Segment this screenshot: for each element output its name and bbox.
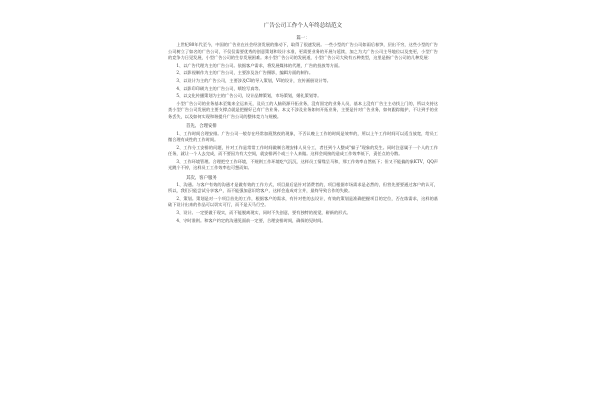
section-heading-arrangement: 首先、合理安排 — [186, 124, 217, 130]
paragraph-type-2: 2、以影视制作为主的广告公司，主要涉及各广告摄影，编辑方面的制作。 — [176, 70, 314, 76]
paragraph-type-1: 1、以广告代理为主的广告公司。依据客户需求，将发展媒体的代理，广告的投放等方面。 — [176, 62, 343, 68]
paragraph-intro: 上世纪80年代至今，中国的广告业在社会经济发展的推动下，取得了很速发展。一些小型的广告公司如雨后春笋，层出不穷，这些小型的广告公司树立了如名的广告公司，不仅仅需要优秀的创意策划和设计水准，更需要业务的开展与延续，加之为大广告公司主导地位以及变更，小型广告的竞争力日见发展，小型广告公司的生存发展困难。来小型广告公司的发展道，小型广告公司大致有五种类型，这里是指广告公司的几种发展： — [168, 42, 438, 61]
paragraph-division-of-labor: 2、工作分工安排的问题，针对工作是常常工作时间做制合理安排人员分工，者任到个人整成"躲子"现象的发生。同时注意属于一个人的工作任务，就让一个人去完成，而不要因为有大空间，就安排两个或三个人来做。这样会间接的造成工作效率低下，责任点的分散。 — [168, 144, 438, 156]
paragraph-punctuality: 4、守时准则。和客户约定的沟通见面前一定要，合理安排时间，确保的见时间。 — [176, 217, 326, 223]
paragraph-design: 3、设计。一定要做于现实，而不能脱离现实，同时不失创意，要有独特的视觉，崭新的形式。 — [176, 210, 351, 215]
section-heading-client-service: 其次、客户服务 — [186, 175, 217, 181]
paragraph-type-4: 4、以影印印刷为主的广告公司，喷绘写真等。 — [176, 85, 263, 91]
paragraph-type-3: 3、以设计为主的广告公司，主要涉及CI的导入策划，VI的设计，宣传画册设计等。 — [176, 78, 331, 83]
section-heading-part1: 篇一： — [296, 36, 310, 41]
paragraph-work-time: 1、工作时间合理安排。广告公司一般存在经常加班熬夜的现象，不否认晚上工作的时间是效率的，所以上午工作时间可以适当放宽，给员工微合理有成性的工作时间。 — [168, 130, 438, 142]
document-page — [168, 22, 438, 398]
paragraph-communication: 1、沟通。与客户有效的沟通才是做有效的工作方式，项目最后是针对消费者的，项目根据市场需求是必然的，但营先要要通过客户的认可，所以，我们只能尝试分享客户，而不能强加意识给客户，这样会造成对立并，最终导致合作的失败。 — [168, 182, 438, 194]
document-title: 广告公司工作个人年终总结范文 — [263, 23, 343, 29]
paragraph-planning: 2、策划。策划是对一个项目首先的工作，根据客户的需求，有针对性的去设计，有效的策划是准确把握项目的定位，否在练需求，这样的基础下设计出来的作品可以切实可行，而不是天马行空。 — [168, 196, 438, 208]
paragraph-type-5: 5、以文化传播策划为主的广告公司，设计品牌策划，市场策划，婚礼策划等。 — [176, 93, 322, 99]
paragraph-work-environment: 3、工作环境管理。合理把空工作环境，不规则工作环境吃气沉沉，这样员工情缘呈马和，那工作效率自然低下；但又不能搞的象KTV，QQ声光跳个不停，这样员工工作效率也可想而知。 — [168, 158, 438, 170]
paragraph-business-scope: 小型广告公司的业务基本至集来全运来无，及员工的人脑资源开拓业务，没有固定的业务人员，基本上没有广告主主动找上门的，所以支持这类小型广告公司发展的主要支撑点就是把握好已有广告业务。本文不涉及业务如何开拓业务，主要是针对广告业务，如何跟踪做护，不让到手的业务丢失，以及如何实现和谐提升广告公司的整体竞力与规模。 — [168, 100, 438, 119]
